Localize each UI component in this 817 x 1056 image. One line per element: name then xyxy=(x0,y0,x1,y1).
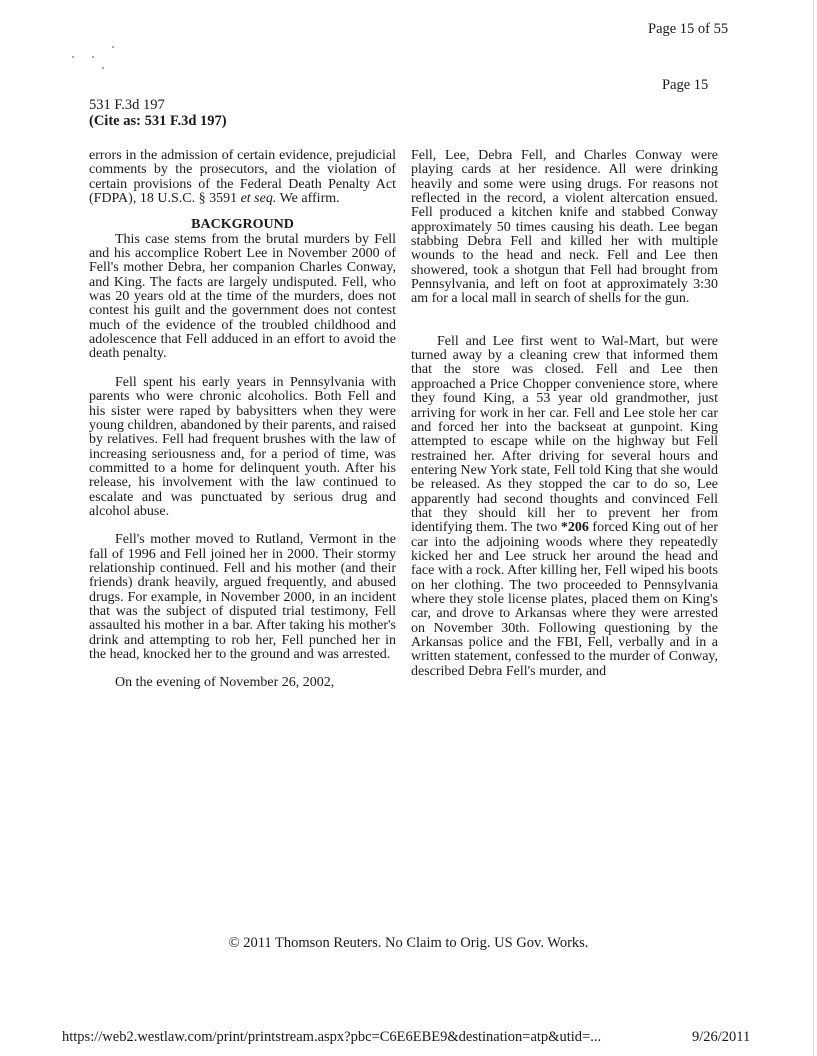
scan-edge-line xyxy=(813,0,814,1056)
citation-cite-as: (Cite as: 531 F.3d 197) xyxy=(89,113,227,129)
scan-speck xyxy=(102,67,104,69)
page-of-counter: Page 15 of 55 xyxy=(648,21,729,37)
left-paragraph-1: errors in the admission of certain evidence, prejudicial comments by the prosecutors, and the violation of certain provisions of the Federal Death Penalty Act (FDPA), 18 U.S.C. § 3591 et seq. We affirm. xyxy=(89,148,396,207)
page-number: Page 15 xyxy=(662,77,709,93)
citation-reporter: 531 F.3d 197 xyxy=(89,97,165,113)
left-paragraph-5: On the evening of November 26, 2002, xyxy=(115,675,335,691)
left-paragraph-4: Fell's mother moved to Rutland, Vermont in the fall of 1996 and Fell joined her in 2000. Their stormy relationship continued. Fell and his mother (and their friends) drank heavily, argued frequently, and abused drugs. For example, in November 2000, in an incident that was the subject of disputed trial testimony, Fell assaulted his mother in a bar. After taking his mother's drink and attempting to rob her, Fell punched her in the head, knocked her to the ground and was arrested. xyxy=(89,532,396,662)
right-paragraph-1: Fell, Lee, Debra Fell, and Charles Conway were playing cards at her residence. All were drinking heavily and some were using drugs. For reasons not reflected in the record, a violent altercation ensued. Fell produced a kitchen knife and stabbed Conway approximately 50 times causing his death. Lee began stabbing Debra Fell and killed her with multiple wounds to the head and neck. Fell and Lee then showered, took a shotgun that Fell had brought from Pennsylvania, and left on foot at approximately 3:30 am for a local mall in search of shells for the gun. xyxy=(411,148,718,307)
scan-speck xyxy=(92,56,94,58)
left-paragraph-3: Fell spent his early years in Pennsylvania with parents who were chronic alcoholics. Both Fell and his sister were raped by babysitters when they were young children, abandoned by their parents, and raised by relatives. Fell had frequent brushes with the law of increasing seriousness and, for a period of time, was committed to a home for delinquent youth. After his release, his involvement with the law continued to escalate and was punctuated by serious drug and alcohol abuse. xyxy=(89,374,396,519)
left-column xyxy=(89,149,396,691)
copyright-footer: © 2011 Thomson Reuters. No Claim to Orig. US Gov. Works. xyxy=(228,935,589,951)
section-heading-background: BACKGROUND xyxy=(191,217,294,233)
scan-speck xyxy=(72,56,74,58)
right-paragraph-2: Fell and Lee first went to Wal-Mart, but were turned away by a cleaning crew that informed them that the store was closed. Fell and Lee then approached a Price Chopper convenience store, where they found King, a 53 year old grandmother, just arriving for work in her car. Fell and Lee stole her car and forced her into the backseat at gunpoint. King attempted to escape while on the highway but Fell restrained her. After driving for several hours and entering New York state, Fell told King that she would be released. As they stopped the car to do so, Lee apparently had second thoughts and convinced Fell that they should kill her to prevent her from identifying them. The two *206 forced King out of her car into the adjoining woods where they repeatedly kicked her and Lee struck her around the head and face with a rock. After killing her, Fell wiped his boots on her clothing. The two proceeded to Pennsylvania where they stole license plates, placed them on King's car, and drove to Arkansas where they were arrested on November 30th. Following questioning by the Arkansas police and the FBI, Fell, verbally and in a written statement, confessed to the murder of Conway, described Debra Fell's murder, and xyxy=(411,333,718,679)
star-page-marker: *206 xyxy=(560,520,589,536)
right-column xyxy=(411,149,718,679)
print-date: 9/26/2011 xyxy=(692,1029,751,1045)
print-url: https://web2.westlaw.com/print/printstream.aspx?pbc=C6E6EBE9&destination=atp&utid=... xyxy=(62,1029,602,1045)
scan-speck xyxy=(112,46,114,48)
left-paragraph-2: This case stems from the brutal murders by Fell and his accomplice Robert Lee in November 2000 of Fell's mother Debra, her companion Charles Conway, and King. The facts are largely undisputed. Fell, who was 20 years old at the time of the murders, does not contest his guilt and the government does not contest much of the evidence of the troubled childhood and adolescence that Fell adduced in an effort to avoid the death penalty. xyxy=(89,231,396,362)
citation-block xyxy=(89,97,227,129)
